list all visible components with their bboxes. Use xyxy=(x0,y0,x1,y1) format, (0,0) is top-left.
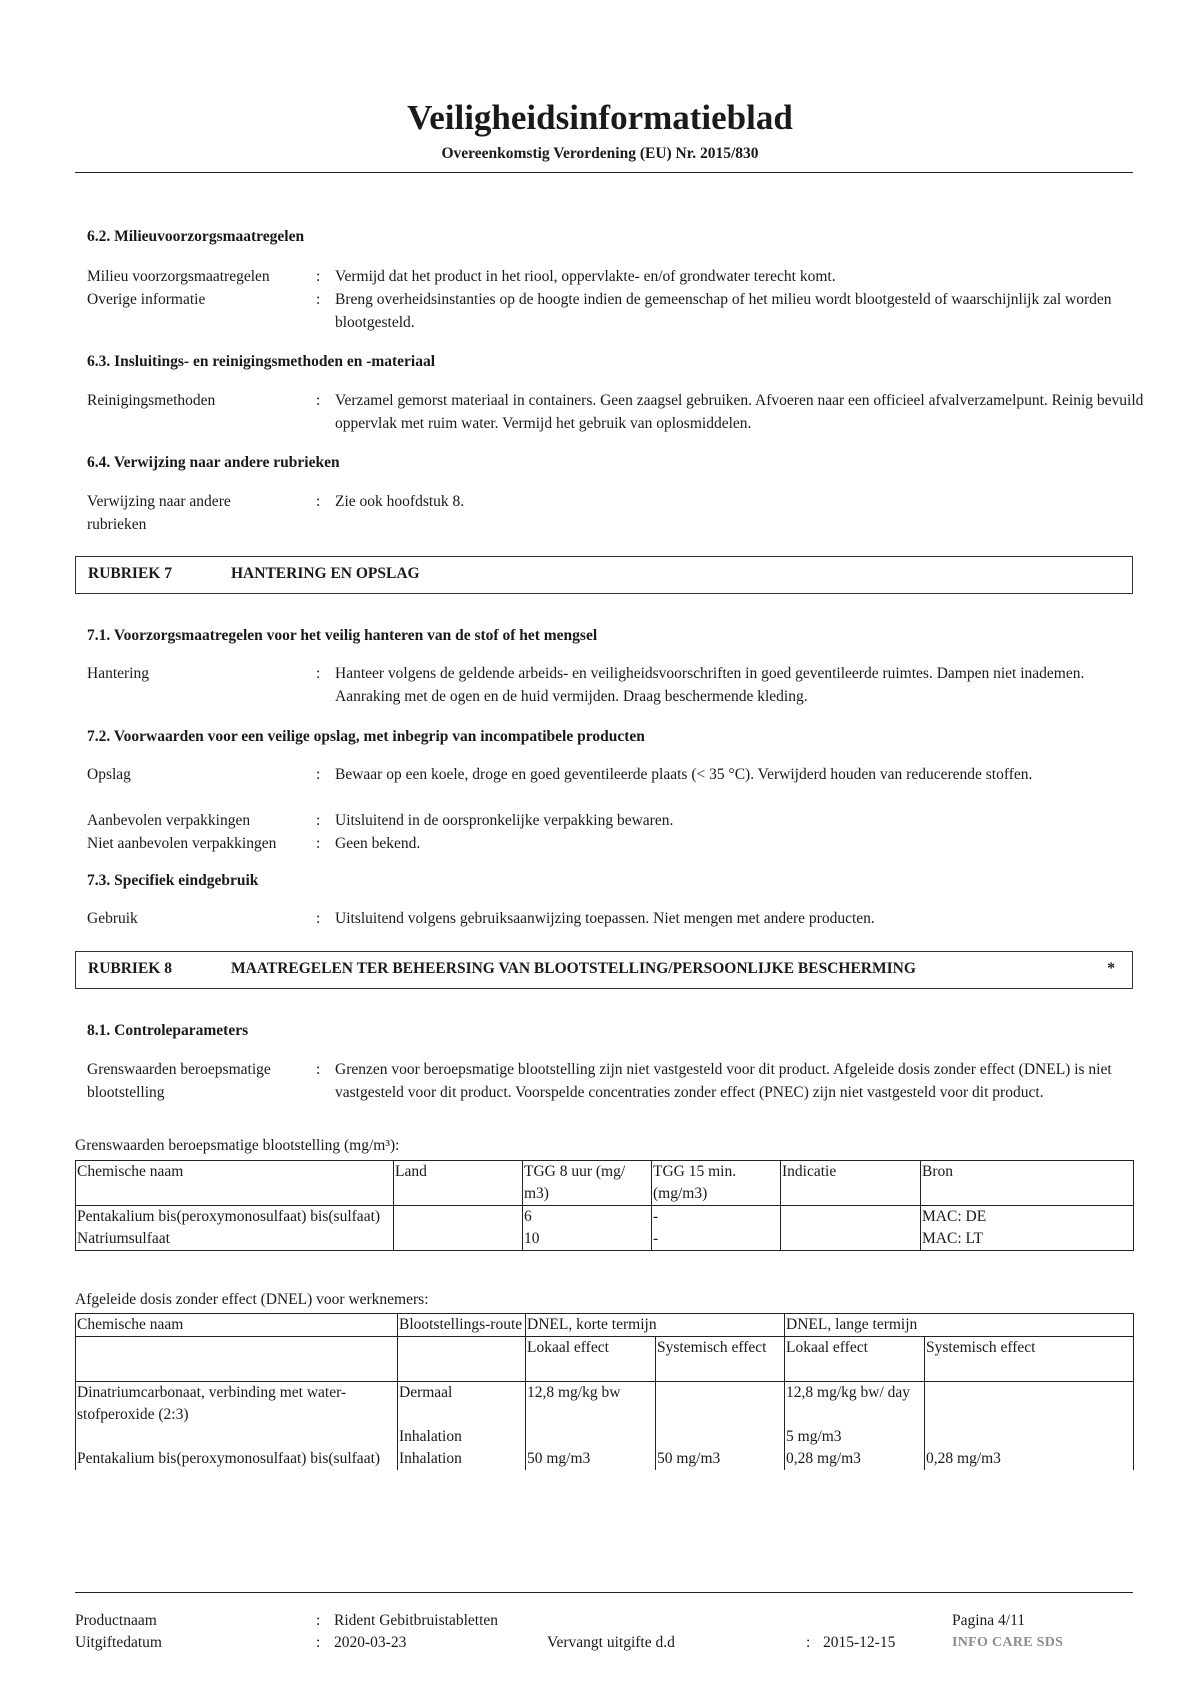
table-row xyxy=(76,1448,1134,1470)
row-value: Bewaar op een koele, droge en goed geventileerde plaats (< 35 °C). Verwijderd houden van reducerende stoffen. xyxy=(335,766,1033,783)
header-cell: Systemisch effect xyxy=(925,1337,1134,1382)
rubriek-title: HANTERING EN OPSLAG xyxy=(231,565,420,582)
footer-date-value: 2020-03-23 xyxy=(334,1634,407,1651)
row-label: Niet aanbevolen verpakkingen xyxy=(87,835,277,852)
header-cell xyxy=(76,1337,398,1382)
section-box-rubriek-7 xyxy=(75,556,1133,594)
table-cell xyxy=(781,1206,921,1229)
row-value: Vermijd dat het product in het riool, oppervlakte- en/of grondwater terecht komt. xyxy=(335,268,836,285)
row-colon: : xyxy=(316,812,321,829)
table-cell: 50 mg/m3 xyxy=(656,1448,785,1470)
footer-brand: INFO CARE SDS xyxy=(952,1635,1064,1650)
table-cell: 6 xyxy=(523,1206,652,1229)
header-cell: Chemische naam xyxy=(76,1161,394,1206)
footer-product-label: Productnaam xyxy=(75,1612,157,1629)
table-cell: 0,28 mg/m3 xyxy=(925,1448,1134,1470)
table-cell xyxy=(76,1426,398,1448)
table-header-row xyxy=(76,1161,1134,1206)
table-cell: MAC: DE xyxy=(921,1206,1134,1229)
table-header-row xyxy=(76,1314,1134,1337)
header-cell: Lokaal effect xyxy=(785,1337,925,1382)
dnel-table xyxy=(75,1313,1134,1470)
row-label: Grenswaarden beroepsmatige blootstelling xyxy=(87,1061,271,1101)
row-label: Overige informatie xyxy=(87,291,206,308)
header-divider xyxy=(75,172,1133,173)
row-label: Opslag xyxy=(87,766,131,783)
row-label: Aanbevolen verpakkingen xyxy=(87,812,251,829)
row-value: Verzamel gemorst materiaal in containers. Geen zaagsel gebruiken. Afvoeren naar een officieel afvalverzamelpunt. Reinig bevuild oppervlak met ruim water. Vermijd het gebruik van oplosmiddelen. xyxy=(335,392,1144,432)
section-box-rubriek-8 xyxy=(75,951,1133,989)
table-cell: 10 xyxy=(523,1228,652,1251)
row-label: Verwijzing naar andere rubrieken xyxy=(87,493,231,533)
table-cell xyxy=(394,1206,523,1229)
row-colon: : xyxy=(316,910,321,927)
row-colon: : xyxy=(316,268,321,285)
footer-colon: : xyxy=(316,1634,321,1651)
table-cell: 12,8 mg/kg bw xyxy=(526,1382,656,1427)
section-heading-6-4: 6.4. Verwijzing naar andere rubrieken xyxy=(87,454,340,471)
table-row xyxy=(76,1206,1134,1229)
row-value: Breng overheidsinstanties op de hoogte indien de gemeenschap of het milieu wordt blootgesteld of waarschijnlijk zal worden blootgesteld. xyxy=(335,291,1112,331)
table-cell: MAC: LT xyxy=(921,1228,1134,1251)
header-cell: Bron xyxy=(921,1161,1134,1206)
header-cell: Indicatie xyxy=(781,1161,921,1206)
table-cell: Pentakalium bis(peroxymonosulfaat) bis(sulfaat) xyxy=(76,1206,394,1229)
row-value: Grenzen voor beroepsmatige blootstelling zijn niet vastgesteld voor dit product. Afgeleide dosis zonder effect (DNEL) is niet vastgesteld voor dit product. Voorspelde concentraties zonder effect (PNEC) zijn niet vastgesteld voor dit product. xyxy=(335,1061,1112,1101)
section-heading-6-2: 6.2. Milieuvoorzorgsmaatregelen xyxy=(87,228,305,245)
row-colon: : xyxy=(316,493,321,510)
row-colon: : xyxy=(316,766,321,783)
row-value: Hanteer volgens de geldende arbeids- en veiligheidsvoorschriften in goed geventileerde ruimtes. Dampen niet inademen. Aanraking met de ogen en de huid vermijden. Draag beschermende kleding. xyxy=(335,665,1085,705)
row-label: Milieu voorzorgsmaatregelen xyxy=(87,268,270,285)
table-cell xyxy=(656,1382,785,1427)
row-colon: : xyxy=(316,291,321,308)
table-cell: 5 mg/m3 xyxy=(785,1426,925,1448)
table-cell xyxy=(925,1426,1134,1448)
row-value: Zie ook hoofdstuk 8. xyxy=(335,493,465,510)
row-colon: : xyxy=(316,665,321,682)
oel-table xyxy=(75,1160,1134,1251)
row-value: Geen bekend. xyxy=(335,835,421,852)
table-cell: Dinatriumcarbonaat, verbinding met water-stofperoxide (2:3) xyxy=(76,1382,398,1427)
footer-replaces-label: Vervangt uitgifte d.d xyxy=(547,1634,675,1651)
document-subtitle: Overeenkomstig Verordening (EU) Nr. 2015/830 xyxy=(441,145,759,162)
table-cell: Pentakalium bis(peroxymonosulfaat) bis(sulfaat) xyxy=(76,1448,398,1470)
row-label: Hantering xyxy=(87,665,149,682)
footer-page-number: Pagina 4/11 xyxy=(952,1612,1026,1629)
footer-product-value: Rident Gebitbruistabletten xyxy=(334,1612,499,1629)
header-cell: TGG 15 min. (mg/m3) xyxy=(652,1161,781,1206)
header-cell: Lokaal effect xyxy=(526,1337,656,1382)
row-colon: : xyxy=(316,1061,321,1078)
table-subheader-row xyxy=(76,1337,1134,1382)
rubriek-number: RUBRIEK 7 xyxy=(88,565,172,582)
header-cell: Land xyxy=(394,1161,523,1206)
section-heading-7-2: 7.2. Voorwaarden voor een veilige opslag, met inbegrip van incompatibele producten xyxy=(87,728,645,745)
footer-replaces-value: 2015-12-15 xyxy=(823,1634,896,1651)
table-cell xyxy=(526,1426,656,1448)
section-heading-6-3: 6.3. Insluitings- en reinigingsmethoden en -materiaal xyxy=(87,353,436,370)
footer-colon: : xyxy=(806,1634,811,1651)
revision-marker: * xyxy=(1107,960,1115,977)
header-cell: DNEL, lange termijn xyxy=(785,1314,1134,1337)
table-cell xyxy=(781,1228,921,1251)
header-cell xyxy=(398,1337,526,1382)
table-cell: 0,28 mg/m3 xyxy=(785,1448,925,1470)
table-row xyxy=(76,1382,1134,1427)
table-cell: - xyxy=(652,1228,781,1251)
table-cell: - xyxy=(652,1206,781,1229)
section-heading-7-3: 7.3. Specifiek eindgebruik xyxy=(87,872,259,889)
table-cell xyxy=(925,1382,1134,1427)
section-heading-7-1: 7.1. Voorzorgsmaatregelen voor het veilig hanteren van de stof of het mengsel xyxy=(87,627,598,644)
table-cell: Dermaal xyxy=(398,1382,526,1427)
row-label: Gebruik xyxy=(87,910,138,927)
table-caption-dnel: Afgeleide dosis zonder effect (DNEL) voor werknemers: xyxy=(75,1291,429,1308)
header-cell: Systemisch effect xyxy=(656,1337,785,1382)
document-title: Veiligheidsinformatieblad xyxy=(407,98,793,137)
header-cell: TGG 8 uur (mg/ m3) xyxy=(523,1161,652,1206)
table-row xyxy=(76,1426,1134,1448)
header-cell: DNEL, korte termijn xyxy=(526,1314,785,1337)
row-value: Uitsluitend volgens gebruiksaanwijzing toepassen. Niet mengen met andere producten. xyxy=(335,910,875,927)
row-value: Uitsluitend in de oorspronkelijke verpakking bewaren. xyxy=(335,812,674,829)
rubriek-title: MAATREGELEN TER BEHEERSING VAN BLOOTSTELLING/PERSOONLIJKE BESCHERMING xyxy=(231,960,916,977)
table-cell xyxy=(656,1426,785,1448)
header-cell: Blootstellings-route xyxy=(398,1314,526,1337)
table-cell: Inhalation xyxy=(398,1426,526,1448)
table-row xyxy=(76,1228,1134,1251)
table-caption-oel: Grenswaarden beroepsmatige blootstelling (mg/m³): xyxy=(75,1137,400,1154)
table-cell: 50 mg/m3 xyxy=(526,1448,656,1470)
row-colon: : xyxy=(316,835,321,852)
section-heading-8-1: 8.1. Controleparameters xyxy=(87,1022,249,1039)
table-cell: Inhalation xyxy=(398,1448,526,1470)
header-cell: Chemische naam xyxy=(76,1314,398,1337)
table-cell xyxy=(394,1228,523,1251)
footer-colon: : xyxy=(316,1612,321,1629)
row-label: Reinigingsmethoden xyxy=(87,392,216,409)
footer-date-label: Uitgiftedatum xyxy=(75,1634,162,1651)
table-cell: 12,8 mg/kg bw/ day xyxy=(785,1382,925,1427)
row-colon: : xyxy=(316,392,321,409)
rubriek-number: RUBRIEK 8 xyxy=(88,960,172,977)
footer-divider xyxy=(75,1592,1133,1593)
table-cell: Natriumsulfaat xyxy=(76,1228,394,1251)
